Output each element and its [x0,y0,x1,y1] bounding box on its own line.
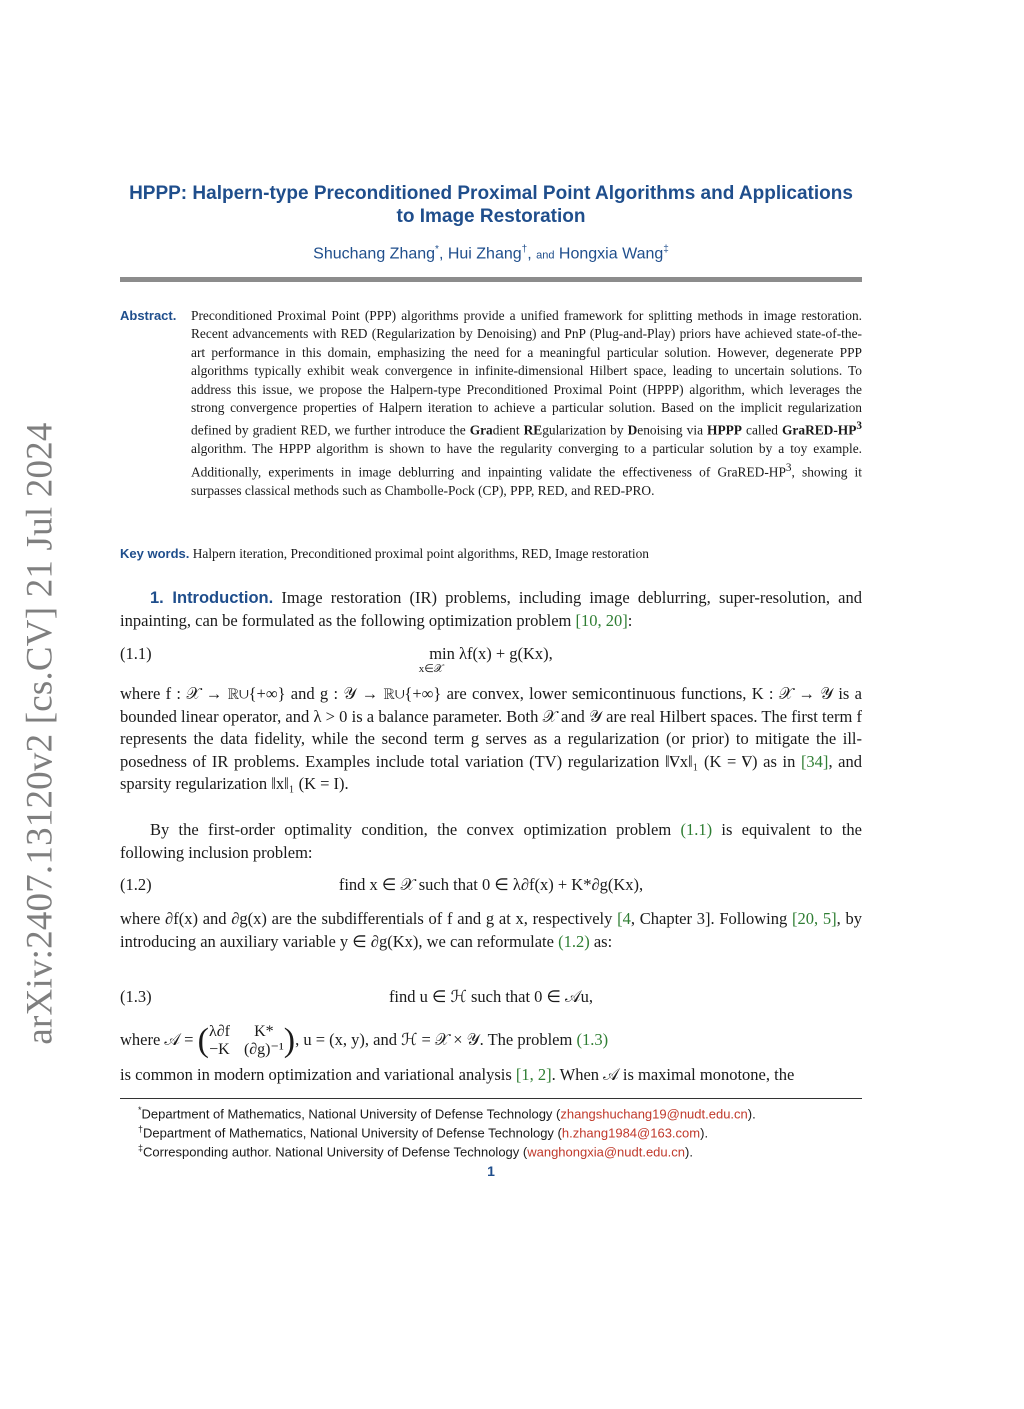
equation-label: (1.2) [120,875,152,894]
title-divider [120,277,862,282]
equation-ref-link[interactable]: (1.2) [558,931,590,951]
intro-p2-c: , and sparsity regularization ‖x‖₁ (K = I). [120,751,862,793]
intro-p1-text: Image restoration (IR) problems, including image deblurring, super-resolution, and inpainting, can be formulated as the following optimization problem [120,588,862,630]
matrix-cell: (∂g)⁻¹ [243,1041,284,1058]
intro-p4-b: . Following [710,909,792,928]
intro-p4-c: , by introducing an auxiliary variable y ∈ ∂g(Kx), we can reformulate [120,909,862,951]
title-line-1: HPPP: Halpern-type Preconditioned Proximal Point Algorithms and Applications [129,183,853,204]
intro-paragraph-1 [120,587,862,632]
author-1-mark: * [435,244,439,255]
equation-text: min λf(x) + g(Kx), [429,644,553,663]
intro-p4-d: as: [589,931,613,951]
equation-1-2 [120,875,862,901]
author-list: Shuchang Zhang*, Hui Zhang†, and Hongxia Wang‡ [313,244,669,263]
matrix-cell: K* [254,1023,274,1040]
footnote-text: Department of Mathematics, National University of Defense Technology ( [143,1125,562,1141]
left-paren: ( [197,1022,209,1059]
equation-1-3 [120,987,862,1013]
operator-matrix [209,1023,284,1059]
author-3: Hongxia Wang [558,245,664,263]
matrix-line [120,1018,862,1064]
abstract-called: called [742,422,783,438]
abstract-hppp: HPPP [707,422,742,438]
intro-paragraph-5 [120,1018,862,1087]
section-heading: 1. Introduction. [150,589,274,607]
abstract-body [191,307,862,500]
intro-p5-a: where 𝒜 = [120,1029,198,1049]
abstract-enoising: enoising via [637,422,708,438]
footnote-end: ). [747,1106,756,1122]
abstract-re: RE [523,422,543,438]
equation-text: find u ∈ ℋ such that 0 ∈ 𝒜u, [388,987,594,1006]
intro-p4-a: where ∂f(x) and ∂g(x) are the subdifferentials of f and g at x, respectively [120,909,618,928]
abstract [120,307,862,500]
intro-p4-chapter: , Chapter 3] [630,909,711,928]
intro-p5-b: , u = (x, y), and ℋ = 𝒳 × 𝒴. The problem [295,1029,577,1049]
right-paren: ) [283,1022,296,1059]
author-2: Hui Zhang [447,245,522,263]
equation-ref-link[interactable]: (1.1) [680,820,713,839]
footnote-end: ). [700,1125,709,1141]
footnote-divider [120,1098,862,1099]
citation-link[interactable]: [1, 2] [515,1065,552,1084]
intro-p2-a: where f : 𝒳 → ℝ∪{+∞} and g : 𝒴 → ℝ∪{+∞} are convex, lower semicontinuous functions, [120,684,752,703]
abstract-grared: GraRED-HP [782,422,857,438]
footnote-text: Corresponding author. National University of Defense Technology ( [143,1144,528,1160]
equation-1-1 [120,644,862,675]
author-2-mark: † [521,244,528,255]
paper-title [120,182,862,228]
email-link[interactable]: zhangshuchang19@nudt.edu.cn [560,1106,748,1122]
abstract-text-1: Preconditioned Proximal Point (PPP) algorithms provide a unified framework for splitting methods in image restoration. Recent advancements with RED (Regularization by Denoising) and PnP (Plug-and-Play) priors have achieved state-of-the-art performance in this domain, emphasizing the need for a meaningful particular solution. However, degenerate PPP algorithms typically exhibit weak convergence in infinite-dimensional Hilbert space, leading to uncertain solutions. To address this issue, we propose the Halpern-type Preconditioned Proximal Point (HPPP) algorithm, which leverages the strong convergence properties of Halpern iteration to achieve a particular solution. Based on the implicit regularization defined by gradient RED, we further introduce the [191,308,862,438]
footnote-text: Department of Mathematics, National University of Defense Technology ( [141,1106,561,1122]
footnote-mark: ‡ [138,1143,144,1153]
abstract-text-3: , showing it surpasses classical methods such as Chambolle-Pock (CP), PPP, RED, and RED-PRO. [191,464,862,498]
keywords-text: Halpern iteration, Preconditioned proximal point algorithms, RED, Image restoration [192,546,650,561]
abstract-gra: Gra [469,422,493,438]
abstract-sup-3b: 3 [785,461,792,474]
intro-p5-d: . When 𝒜 is maximal monotone, the [551,1065,795,1084]
arxiv-identifier-text: arXiv:2407.13120v2 [cs.CV] 21 Jul 2024 [19,421,61,1045]
and-word: and [536,249,555,262]
abstract-text-2: algorithm. The HPPP algorithm is shown to have the regularity converging to a particular solution by a toy example. Additionally, experiments in image deblurring and inpainting validate the effectiveness of GraRED-HP [191,441,862,480]
footnote-mark: * [138,1105,142,1115]
arxiv-identifier [10,421,70,1045]
equation-label: (1.3) [120,987,152,1006]
matrix-cell: λ∂f [208,1023,230,1040]
equation-body [120,644,862,675]
intro-paragraph-2 [120,683,862,796]
citation-link[interactable]: [10, 20] [575,610,628,630]
author-3-mark: ‡ [663,244,669,255]
abstract-sup-3a: 3 [856,420,862,433]
equation-label: (1.1) [120,644,152,663]
intro-p1-end: : [627,610,633,630]
equation-ref-link[interactable]: (1.3) [576,1029,609,1049]
footnote-3 [138,1139,868,1161]
citation-link[interactable]: [4 [617,909,631,928]
abstract-gularization: gularization by [542,422,628,438]
citation-link[interactable]: [34] [800,751,829,771]
intro-p3-b: is equivalent to the following inclusion problem: [120,820,862,862]
email-link[interactable]: h.zhang1984@163.com [561,1125,701,1141]
author-1: Shuchang Zhang [313,245,436,263]
equation-subscript: x∈𝒳 [418,663,444,675]
keywords-heading: Key words. [120,546,190,561]
abstract-d: D [627,422,638,438]
page-number: 1 [487,1163,495,1179]
intro-p5-c: is common in modern optimization and variational analysis [120,1065,516,1084]
abstract-heading: Abstract. [120,308,177,323]
footnote-mark: † [138,1124,144,1134]
citation-link[interactable]: [20, 5] [791,909,837,928]
matrix-line-continued [120,1064,862,1087]
email-link[interactable]: wanghongxia@nudt.edu.cn [527,1144,685,1160]
title-line-2: to Image Restoration [396,206,586,227]
intro-paragraph-3 [120,819,862,864]
equation-text: find x ∈ 𝒳 such that 0 ∈ λ∂f(x) + K*∂g(Kx), [338,875,644,894]
intro-paragraph-4 [120,908,862,953]
matrix-line-left [120,1023,608,1059]
abstract-dient: dient [492,422,524,438]
intro-p2-b: K : 𝒳 → 𝒴 is a bounded linear operator, and λ > 0 is a balance parameter. Both 𝒳 and 𝒴 are real Hilbert spaces. The first term f represents the data fidelity, while the second term g serves as a regularization (or prior) to mitigate the ill-posedness of IR problems. Examples include total variation (TV) regularization ‖∇x‖₁ (K = ∇) as in [120,684,862,771]
intro-p3-a: By the first-order optimality condition, the convex optimization problem [150,820,681,839]
keywords [120,546,862,562]
matrix-cell: −K [209,1041,230,1058]
footnote-end: ). [684,1144,693,1160]
